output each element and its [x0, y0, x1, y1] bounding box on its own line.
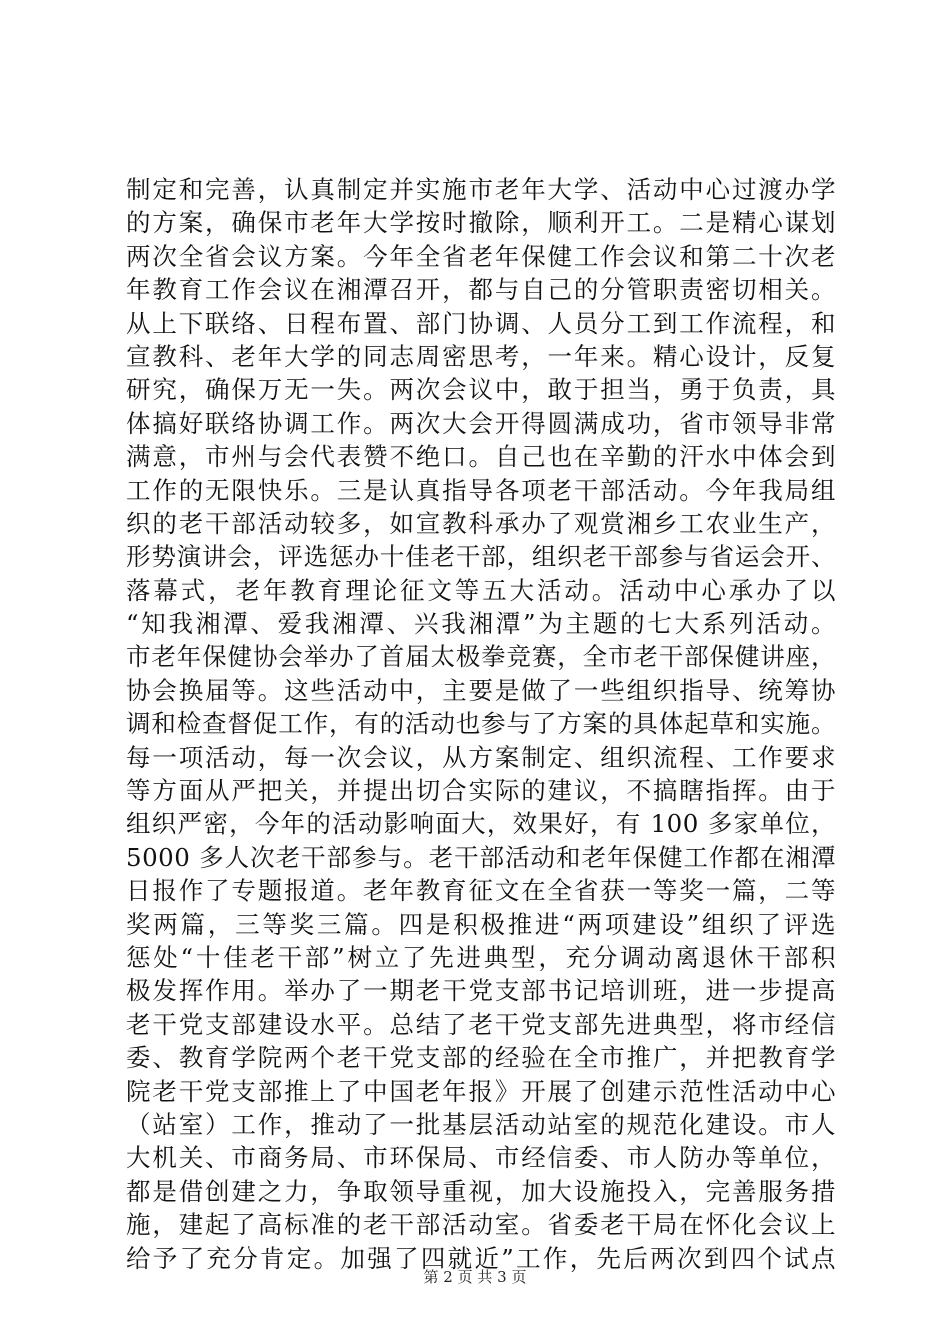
- text-line: 院老干党支部推上了中国老年报》开展了创建示范性活动中心: [126, 1076, 836, 1106]
- text-line: 5000 多人次老干部参与。老干部活动和老年保健工作都在湘潭: [126, 842, 836, 872]
- text-line: 年教育工作会议在湘潭召开，都与自己的分管职责密切相关。: [126, 275, 836, 305]
- text-line: 每一项活动，每一次会议，从方案制定、组织流程、工作要求: [126, 742, 836, 772]
- text-line: 施，建起了高标准的老干部活动室。省委老干局在怀化会议上: [126, 1210, 836, 1240]
- text-line: 的方案，确保市老年大学按时撤除，顺利开工。二是精心谋划: [126, 208, 836, 238]
- text-line: 奖两篇，三等奖三篇。四是积极推进“两项建设”组织了评选: [126, 909, 836, 939]
- page-footer: 第 2 页 共 3 页: [423, 1268, 527, 1286]
- text-line: 调和检查督促工作，有的活动也参与了方案的具体起草和实施。: [126, 709, 836, 739]
- body-text: [126, 173, 836, 1275]
- text-line: 织的老干部活动较多，如宣教科承办了观赏湘乡工农业生产，: [126, 508, 836, 538]
- text-line: 从上下联络、日程布置、部门协调、人员分工到工作流程，和: [126, 308, 836, 338]
- text-line: 体搞好联络协调工作。两次大会开得圆满成功，省市领导非常: [126, 408, 836, 438]
- text-line: 日报作了专题报道。老年教育征文在全省获一等奖一篇，二等: [126, 876, 836, 906]
- text-line: 宣教科、老年大学的同志周密思考，一年来。精心设计，反复: [126, 341, 836, 371]
- text-line: 委、教育学院两个老干党支部的经验在全市推广，并把教育学: [126, 1043, 836, 1073]
- text-line: “知我湘潭、爱我湘潭、兴我湘潭”为主题的七大系列活动。: [126, 609, 836, 639]
- text-line: 极发挥作用。举办了一期老干党支部书记培训班，进一步提高: [126, 976, 836, 1006]
- text-line: 落幕式，老年教育理论征文等五大活动。活动中心承办了以: [126, 575, 836, 605]
- text-line: （站室）工作，推动了一批基层活动站室的规范化建设。市人: [126, 1109, 836, 1139]
- text-line: 工作的无限快乐。三是认真指导各项老干部活动。今年我局组: [126, 475, 836, 505]
- text-line: 市老年保健协会举办了首届太极拳竞赛，全市老干部保健讲座，: [126, 642, 836, 672]
- text-line: 等方面从严把关，并提出切合实际的建议，不搞瞎指挥。由于: [126, 776, 836, 806]
- text-line: 都是借创建之力，争取领导重视，加大设施投入，完善服务措: [126, 1176, 836, 1206]
- text-line: 制定和完善，认真制定并实施市老年大学、活动中心过渡办学: [126, 175, 836, 204]
- text-line: 组织严密，今年的活动影响面大，效果好，有 100 多家单位，: [126, 809, 836, 839]
- text-line: 惩处“十佳老干部”树立了先进典型，充分调动离退休干部积: [126, 942, 836, 972]
- text-line: 大机关、市商务局、市环保局、市经信委、市人防办等单位，: [126, 1143, 836, 1173]
- text-line: 老干党支部建设水平。总结了老干党支部先进典型，将市经信: [126, 1009, 836, 1039]
- text-line: 满意，市州与会代表赞不绝口。自己也在辛勤的汗水中体会到: [126, 442, 836, 472]
- text-line: 形势演讲会，评选惩办十佳老干部，组织老干部参与省运会开、: [126, 542, 836, 572]
- text-line: 研究，确保万无一失。两次会议中，敢于担当，勇于负责，具: [126, 375, 836, 405]
- text-line: 给予了充分肯定。加强了四就近”工作，先后两次到四个试点: [126, 1243, 836, 1273]
- text-line: 两次全省会议方案。今年全省老年保健工作会议和第二十次老: [126, 241, 836, 271]
- text-line: 协会换届等。这些活动中，主要是做了一些组织指导、统筹协: [126, 675, 836, 705]
